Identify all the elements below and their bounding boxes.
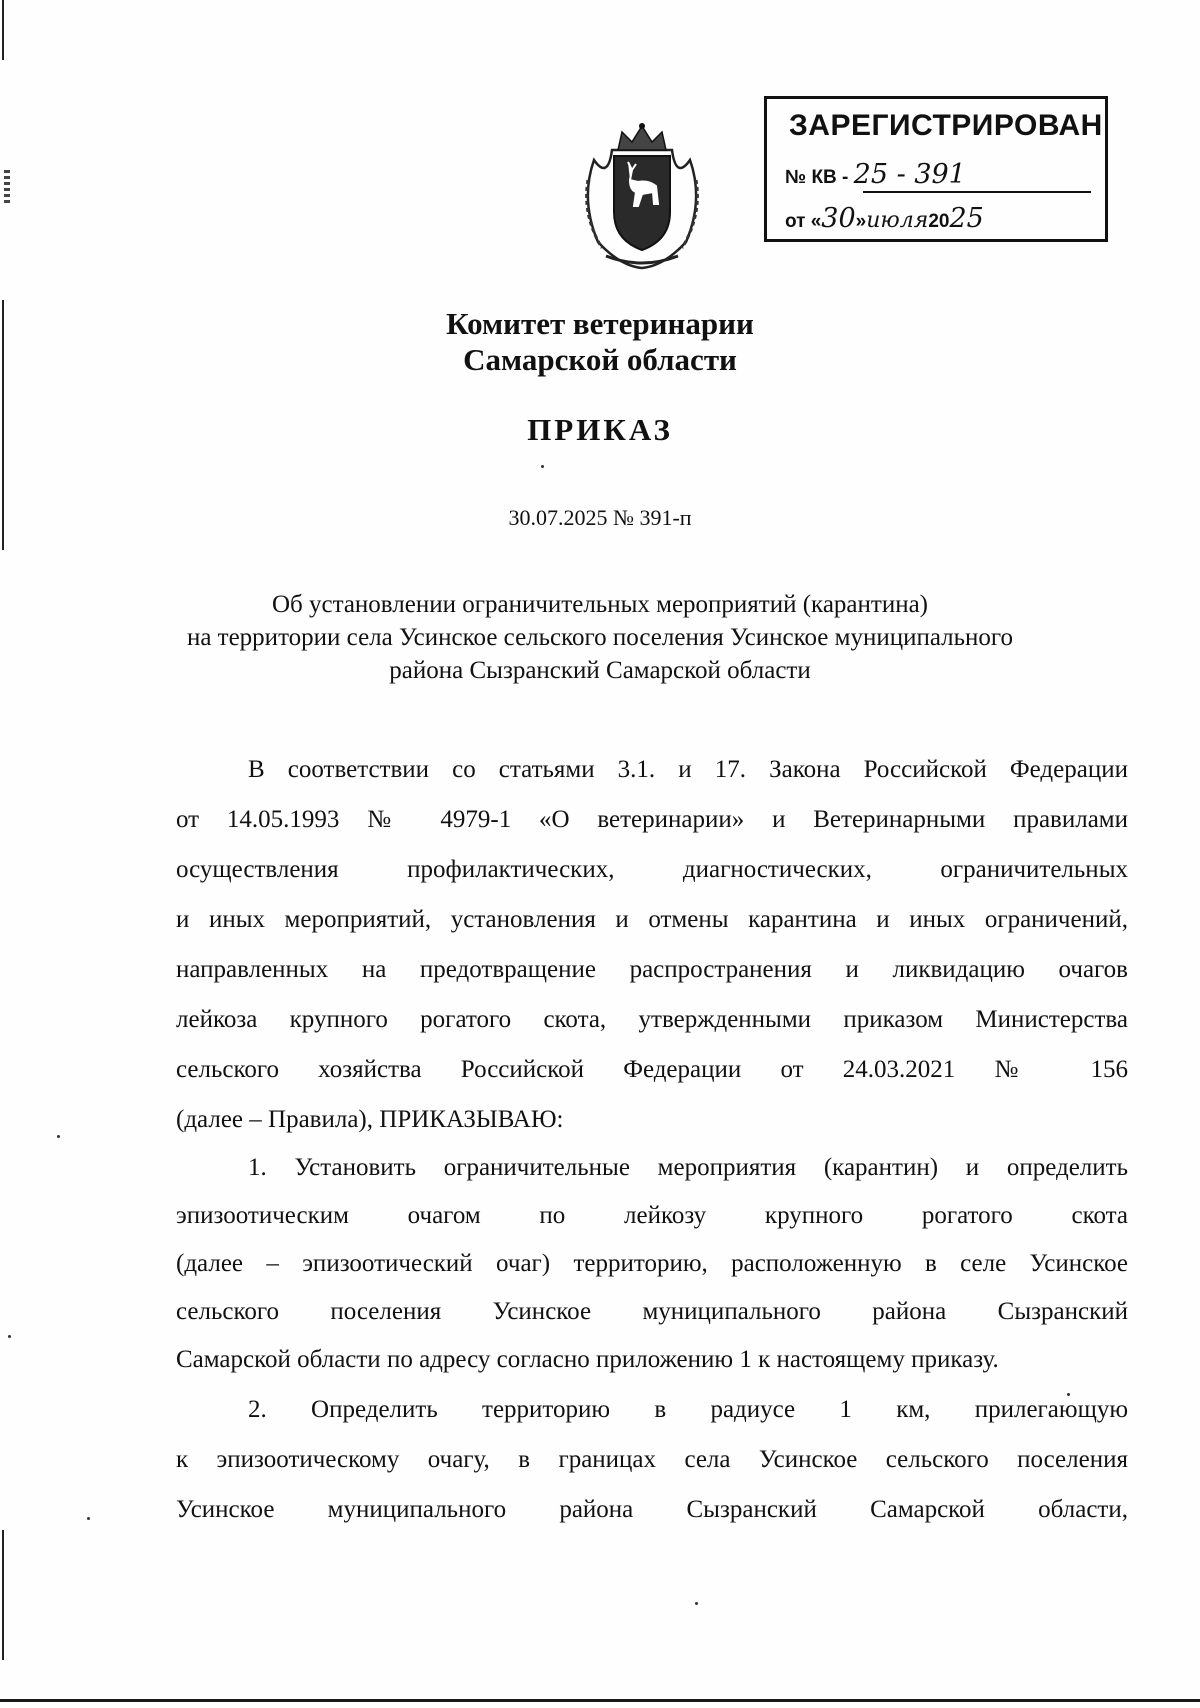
- org-name-line-2: Самарской области: [463, 342, 737, 377]
- stamp-number-line: [785, 159, 966, 190]
- registration-stamp: [764, 96, 1108, 242]
- body-line: Усинское муниципального района Сызранский Самарской области,: [176, 1496, 1128, 1523]
- body-line: лейкоза крупного рогатого скота, утвержденными приказом Министерства: [176, 1006, 1128, 1033]
- scan-edge-mark: [4, 170, 10, 206]
- stamp-year-prefix: 20: [928, 211, 950, 232]
- body-line: В соответствии со статьями 3.1. и 17. Закона Российской Федерации: [248, 756, 1128, 783]
- body-line: Самарской области по адресу согласно приложению 1 к настоящему приказу.: [176, 1346, 999, 1373]
- body-line: 1. Установить ограничительные мероприятия (карантин) и определить: [248, 1154, 1128, 1181]
- body-line: и иных мероприятий, установления и отмены карантина и иных ограничений,: [176, 906, 1128, 933]
- body-line: (далее – Правила), ПРИКАЗЫВАЮ:: [176, 1106, 564, 1133]
- scan-speck: [87, 1517, 90, 1520]
- body-line: осуществления профилактических, диагностических, ограничительных: [176, 856, 1128, 883]
- stamp-title: ЗАРЕГИСТРИРОВАН: [789, 109, 1103, 142]
- body-line: от 14.05.1993 № 4979-1 «О ветеринарии» и Ветеринарными правилами: [176, 806, 1128, 833]
- scan-edge-line: [2, 0, 4, 60]
- scan-speck: [57, 1135, 60, 1138]
- stamp-day-handwritten: 30: [821, 203, 856, 234]
- stamp-date-line: [785, 203, 984, 234]
- body-line: сельского поселения Усинское муниципального района Сызранский: [176, 1298, 1128, 1325]
- scan-speck: [8, 1335, 11, 1338]
- body-line: 2. Определить территорию в радиусе 1 км, прилегающую: [248, 1396, 1128, 1423]
- samara-region-coat-of-arms-icon: [576, 120, 708, 270]
- body-line: к эпизоотическому очагу, в границах села Усинское сельского поселения: [176, 1446, 1128, 1473]
- scan-edge-line: [2, 1530, 4, 1660]
- stamp-number-handwritten: 25 - 391: [853, 159, 966, 190]
- subject-line-2: на территории села Усинское сельского поселения Усинское муниципального: [186, 624, 1014, 651]
- stamp-date-prefix: от «: [785, 211, 822, 232]
- body-line: сельского хозяйства Российской Федерации от 24.03.2021 № 156: [176, 1056, 1128, 1083]
- subject-line-1: Об установлении ограничительных мероприятий (карантина): [271, 591, 929, 618]
- stamp-year-handwritten: 25: [949, 203, 984, 234]
- stamp-date-mid: »: [855, 211, 867, 232]
- body-line: эпизоотическим очагом по лейкозу крупного рогатого скота: [176, 1202, 1128, 1229]
- stamp-month-handwritten: июля: [866, 208, 929, 233]
- document-type-title: ПРИКАЗ: [527, 412, 673, 447]
- scan-bottom-line: [0, 1699, 1200, 1702]
- body-line: (далее – эпизоотический очаг) территорию, расположенную в селе Усинское: [176, 1250, 1128, 1277]
- stamp-number-prefix: № КВ -: [785, 167, 849, 188]
- org-name-line-1: Комитет ветеринарии: [446, 306, 754, 341]
- body-line: направленных на предотвращение распространения и ликвидацию очагов: [176, 956, 1128, 983]
- subject-line-3: района Сызранский Самарской области: [389, 657, 811, 684]
- scan-speck: [541, 465, 544, 468]
- scan-speck: [695, 1602, 698, 1605]
- stamp-number-underline: [863, 191, 1091, 193]
- document-date-number: 30.07.2025 № 391-п: [508, 505, 692, 530]
